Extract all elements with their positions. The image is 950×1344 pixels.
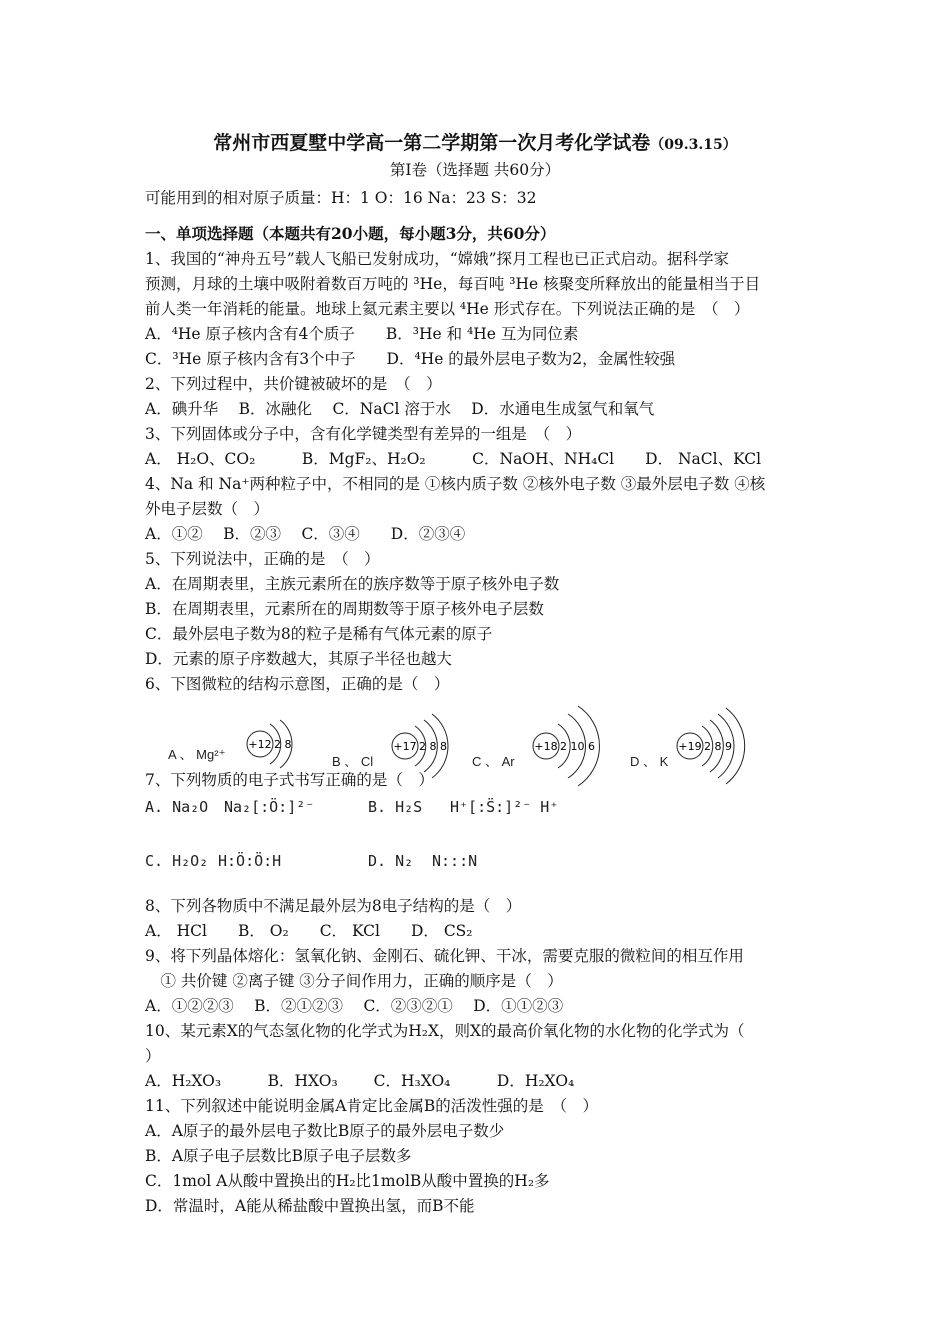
- text-line: 8、下列各物质中不满足最外层为8电子结构的是（ ）: [145, 897, 522, 915]
- atom-diagram-b: [392, 714, 448, 778]
- text-line: A．⁴He 原子核内含有4个质子 B．³He 和 ⁴He 互为同位素: [145, 325, 579, 343]
- nucleus-d: +19: [678, 740, 702, 753]
- q7-option-c: C. H₂O₂: [145, 852, 209, 870]
- q7-stem: 7、下列物质的电子式书写正确的是（ ）: [145, 771, 434, 789]
- text-line: C．最外层电子数为8的粒子是稀有气体元素的原子: [145, 625, 493, 643]
- shells-a: 2 8: [274, 738, 292, 751]
- q6-option-a-label: A 、 Mg²⁺: [168, 747, 226, 762]
- q7-option-a: A. Na₂O: [145, 798, 209, 816]
- text-line: 6、下图微粒的结构示意图，正确的是（ ）: [145, 675, 450, 693]
- q7-formula-a: Na₂[:Ö:]²⁻: [224, 798, 315, 816]
- nucleus-b: +17: [393, 740, 417, 753]
- q7-formula-c: H:Ö:Ö:H: [218, 852, 282, 870]
- text-line: 5、下列说法中，正确的是 （ ）: [145, 550, 380, 568]
- text-line: ① 共价键 ②离子键 ③分子间作用力，正确的顺序是（ ）: [145, 972, 563, 990]
- nucleus-c: +18: [534, 740, 558, 753]
- title-text: 常州市西夏墅中学高一第二学期第一次月考化学试卷: [213, 132, 651, 154]
- q6-option-b-label: B 、 Cl: [332, 754, 374, 769]
- text-line: 4、Na 和 Na⁺两种粒子中，不相同的是 ①核内质子数 ②核外电子数 ③最外层电子数 ④核: [145, 475, 766, 493]
- text-line: 3、下列固体或分子中，含有化学键类型有差异的一组是 （ ）: [145, 425, 582, 443]
- q7-option-b: B. H₂S: [368, 798, 423, 816]
- text-line: D．元素的原子序数越大，其原子半径也越大: [145, 650, 452, 668]
- text-line: 预测，月球的土壤中吸附着数百万吨的 ³He，每百吨 ³He 核聚变所释放出的能量相当于目: [145, 275, 761, 293]
- atom-diagram-c: [533, 706, 599, 786]
- text-line: A．在周期表里，主族元素所在的族序数等于原子核外电子数: [145, 575, 560, 593]
- text-line: 1、我国的“神舟五号”载人飞船已发射成功，“嫦娥”探月工程也已正式启动。据科学家: [145, 250, 730, 268]
- text-line: A． H₂O、CO₂ B．MgF₂、H₂O₂ C．NaOH、NH₄Cl D． NaCl、KCl: [145, 450, 762, 468]
- nucleus-a: +12: [248, 738, 272, 751]
- text-line: 2、下列过程中，共价键被破坏的是 （ ）: [145, 375, 442, 393]
- text-line: B．A原子电子层数比B原子电子层数多: [145, 1147, 412, 1165]
- q7-option-d: D. N₂: [368, 852, 414, 870]
- text-line: A．①② B．②③ C．③④ D．②③④: [145, 525, 466, 543]
- text-line: 9、将下列晶体熔化：氢氧化钠、金刚石、硫化钾、干冰，需要克服的微粒间的相互作用: [145, 947, 744, 965]
- section-heading: 一、单项选择题（本题共有20小题，每小题3分，共60分）: [145, 224, 556, 243]
- text-line: A．①②②③ B．②①②③ C．②③②① D．①①②③: [145, 997, 564, 1015]
- exam-subtitle: 第Ⅰ卷（选择题 共60分）: [389, 161, 561, 179]
- atomic-mass-line: 可能用到的相对原子质量：H：1 O：16 Na：23 S：32: [145, 189, 537, 207]
- shells-d: 2 8 9: [704, 740, 732, 753]
- text-line: B．在周期表里，元素所在的周期数等于原子核外电子层数: [145, 600, 544, 618]
- shells-c: 2 10 6: [560, 740, 595, 753]
- text-line: D．常温时，A能从稀盐酸中置换出氢，而B不能: [145, 1197, 475, 1215]
- text-line: C．1mol A从酸中置换出的H₂比1molB从酸中置换的H₂多: [145, 1172, 550, 1190]
- shells-b: 2 8 8: [419, 740, 447, 753]
- text-line: 10、某元素X的气态氢化物的化学式为H₂X，则X的最高价氧化物的水化物的化学式为（: [145, 1022, 745, 1040]
- text-line: 前人类一年消耗的能量。地球上氦元素主要以 ⁴He 形式存在。下列说法正确的是 （ ）: [145, 300, 750, 318]
- q6-option-d-label: D 、 K: [630, 754, 669, 769]
- text-line: 外电子层数（ ）: [145, 500, 270, 518]
- text-line: A．H₂XO₃ B．HXO₃ C．H₃XO₄ D．H₂XO₄: [145, 1072, 575, 1090]
- text-line: ）: [145, 1047, 161, 1065]
- q6-atom-diagrams: [0, 700, 950, 790]
- atom-diagram-a: [247, 720, 292, 768]
- q7-formula-d: N:::N: [432, 852, 478, 870]
- q7-formula-b: H⁺[:S̈:]²⁻ H⁺: [450, 798, 559, 816]
- exam-title: [0, 128, 950, 155]
- text-line: 11、下列叙述中能说明金属A肯定比金属B的活泼性强的是 （ ）: [145, 1097, 599, 1115]
- q6-option-c-label: C 、 Ar: [472, 754, 515, 769]
- text-line: A．碘升华 B．冰融化 C．NaCl 溶于水 D．水通电生成氢气和氧气: [145, 400, 655, 418]
- atom-diagram-d: [677, 708, 745, 784]
- text-line: A． HCl B． O₂ C． KCl D． CS₂: [145, 922, 473, 940]
- text-line: A．A原子的最外层电子数比B原子的最外层电子数少: [145, 1122, 505, 1140]
- title-date: （09.3.15）: [650, 137, 737, 153]
- text-line: C．³He 原子核内含有3个中子 D．⁴He 的最外层电子数为2，金属性较强: [145, 350, 676, 368]
